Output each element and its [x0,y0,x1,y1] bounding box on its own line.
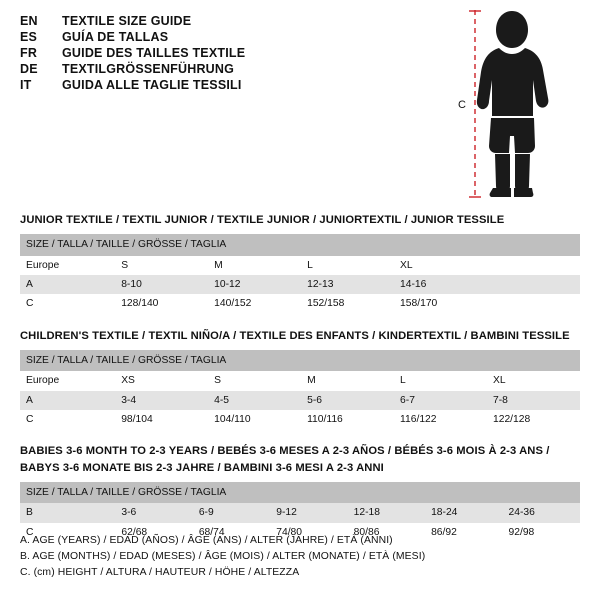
cell: 3-4 [115,391,208,410]
table-row [20,256,580,275]
cell: 92/98 [503,523,581,542]
table-header-row [20,350,580,371]
cell: 4-5 [208,391,301,410]
cell: 5-6 [301,391,394,410]
language-row [20,46,440,60]
cell: 128/140 [115,294,208,313]
size-table-children [20,350,580,430]
language-title-it: GUIDA ALLE TAGLIE TESSILI [62,78,242,92]
language-code-de: DE [20,62,38,76]
cell: S [208,371,301,390]
cell: 14-16 [394,275,487,294]
section-title-junior: JUNIOR TEXTILE / TEXTIL JUNIOR / TEXTILE JUNIOR / JUNIORTEXTIL / JUNIOR TESSILE [20,214,505,226]
cell: L [394,371,487,390]
row-label: A [20,275,115,294]
figure-label-c: C [458,99,466,111]
cell: 6-9 [193,503,270,522]
cell [487,294,580,313]
cell: 12-18 [348,503,425,522]
cell: 12-13 [301,275,394,294]
cell [487,275,580,294]
cell: M [301,371,394,390]
language-row [20,62,440,76]
cell: 140/152 [208,294,301,313]
language-title-de: TEXTILGRÖSSENFÜHRUNG [62,62,235,76]
silhouette-shape [477,11,549,197]
cell: 10-12 [208,275,301,294]
language-title-fr: GUIDE DES TAILLES TEXTILE [62,46,246,60]
cell: 152/158 [301,294,394,313]
legend-line-c: C. (cm) HEIGHT / ALTURA / HAUTEUR / HÖHE / ALTEZZA [20,567,300,579]
language-row [20,14,440,28]
table-header-row [20,482,580,503]
cell: 116/122 [394,410,487,429]
language-row [20,30,440,44]
cell: 62/68 [115,523,192,542]
row-label: C [20,410,115,429]
table-header-label: SIZE / TALLA / TAILLE / GRÖSSE / TAGLIA [20,350,580,371]
section-title-children: CHILDREN'S TEXTILE / TEXTIL NIÑO/A / TEXTILE DES ENFANTS / KINDERTEXTIL / BAMBINI TESSILE [20,329,570,342]
cell: M [208,256,301,275]
size-table-junior [20,234,580,314]
table-row [20,391,580,410]
table-header-row [20,234,580,255]
cell: 86/92 [425,523,502,542]
table-header-label: SIZE / TALLA / TAILLE / GRÖSSE / TAGLIA [20,234,580,255]
cell: S [115,256,208,275]
cell: 68/74 [193,523,270,542]
language-title-block [20,14,440,94]
cell: 110/116 [301,410,394,429]
row-label: C [20,523,115,542]
language-title-es: GUÍA DE TALLAS [62,30,169,44]
child-silhouette-figure [455,8,590,203]
row-label: A [20,391,115,410]
cell: 122/128 [487,410,580,429]
language-code-fr: FR [20,46,38,60]
cell: XL [394,256,487,275]
cell: 104/110 [208,410,301,429]
table-header-label: SIZE / TALLA / TAILLE / GRÖSSE / TAGLIA [20,482,580,503]
cell: XL [487,371,580,390]
row-label: C [20,294,115,313]
legend-block [20,533,580,581]
cell: 158/170 [394,294,487,313]
cell: 80/86 [348,523,425,542]
cell: 3-6 [115,503,192,522]
table-row [20,275,580,294]
cell: 18-24 [425,503,502,522]
row-label: B [20,503,115,522]
cell: 98/104 [115,410,208,429]
cell: 6-7 [394,391,487,410]
legend-line-b: B. AGE (MONTHS) / EDAD (MESES) / ÂGE (MOIS) / ALTER (MONATE) / ETÀ (MESI) [20,551,426,563]
language-title-en: TEXTILE SIZE GUIDE [62,14,192,28]
cell: 74/80 [270,523,347,542]
language-code-it: IT [20,78,32,92]
cell: 9-12 [270,503,347,522]
cell: 24-36 [503,503,581,522]
cell: XS [115,371,208,390]
table-row [20,503,580,522]
cell [487,256,580,275]
table-row [20,371,580,390]
section-title-babies: BABIES 3-6 MONTH TO 2-3 YEARS / BEBÉS 3-6 MESES A 2-3 AÑOS / BÉBÉS 3-6 MOIS À 2-3 ANS / BABYS 3-6 MONATE BIS 2-3 JAHRE / BAMBINI 3-6 MESI A 2-3 ANNI [20,445,550,474]
row-label: Europe [20,371,115,390]
table-row [20,410,580,429]
language-row [20,78,440,92]
table-row [20,294,580,313]
size-tables [20,212,580,556]
cell: 8-10 [115,275,208,294]
cell: L [301,256,394,275]
language-code-en: EN [20,14,38,28]
legend-line-a: A. AGE (YEARS) / EDAD (AÑOS) / ÂGE (ANS) / ALTER (JAHRE) / ETÀ (ANNI) [20,535,393,546]
cell: 7-8 [487,391,580,410]
language-code-es: ES [20,30,38,44]
row-label: Europe [20,256,115,275]
